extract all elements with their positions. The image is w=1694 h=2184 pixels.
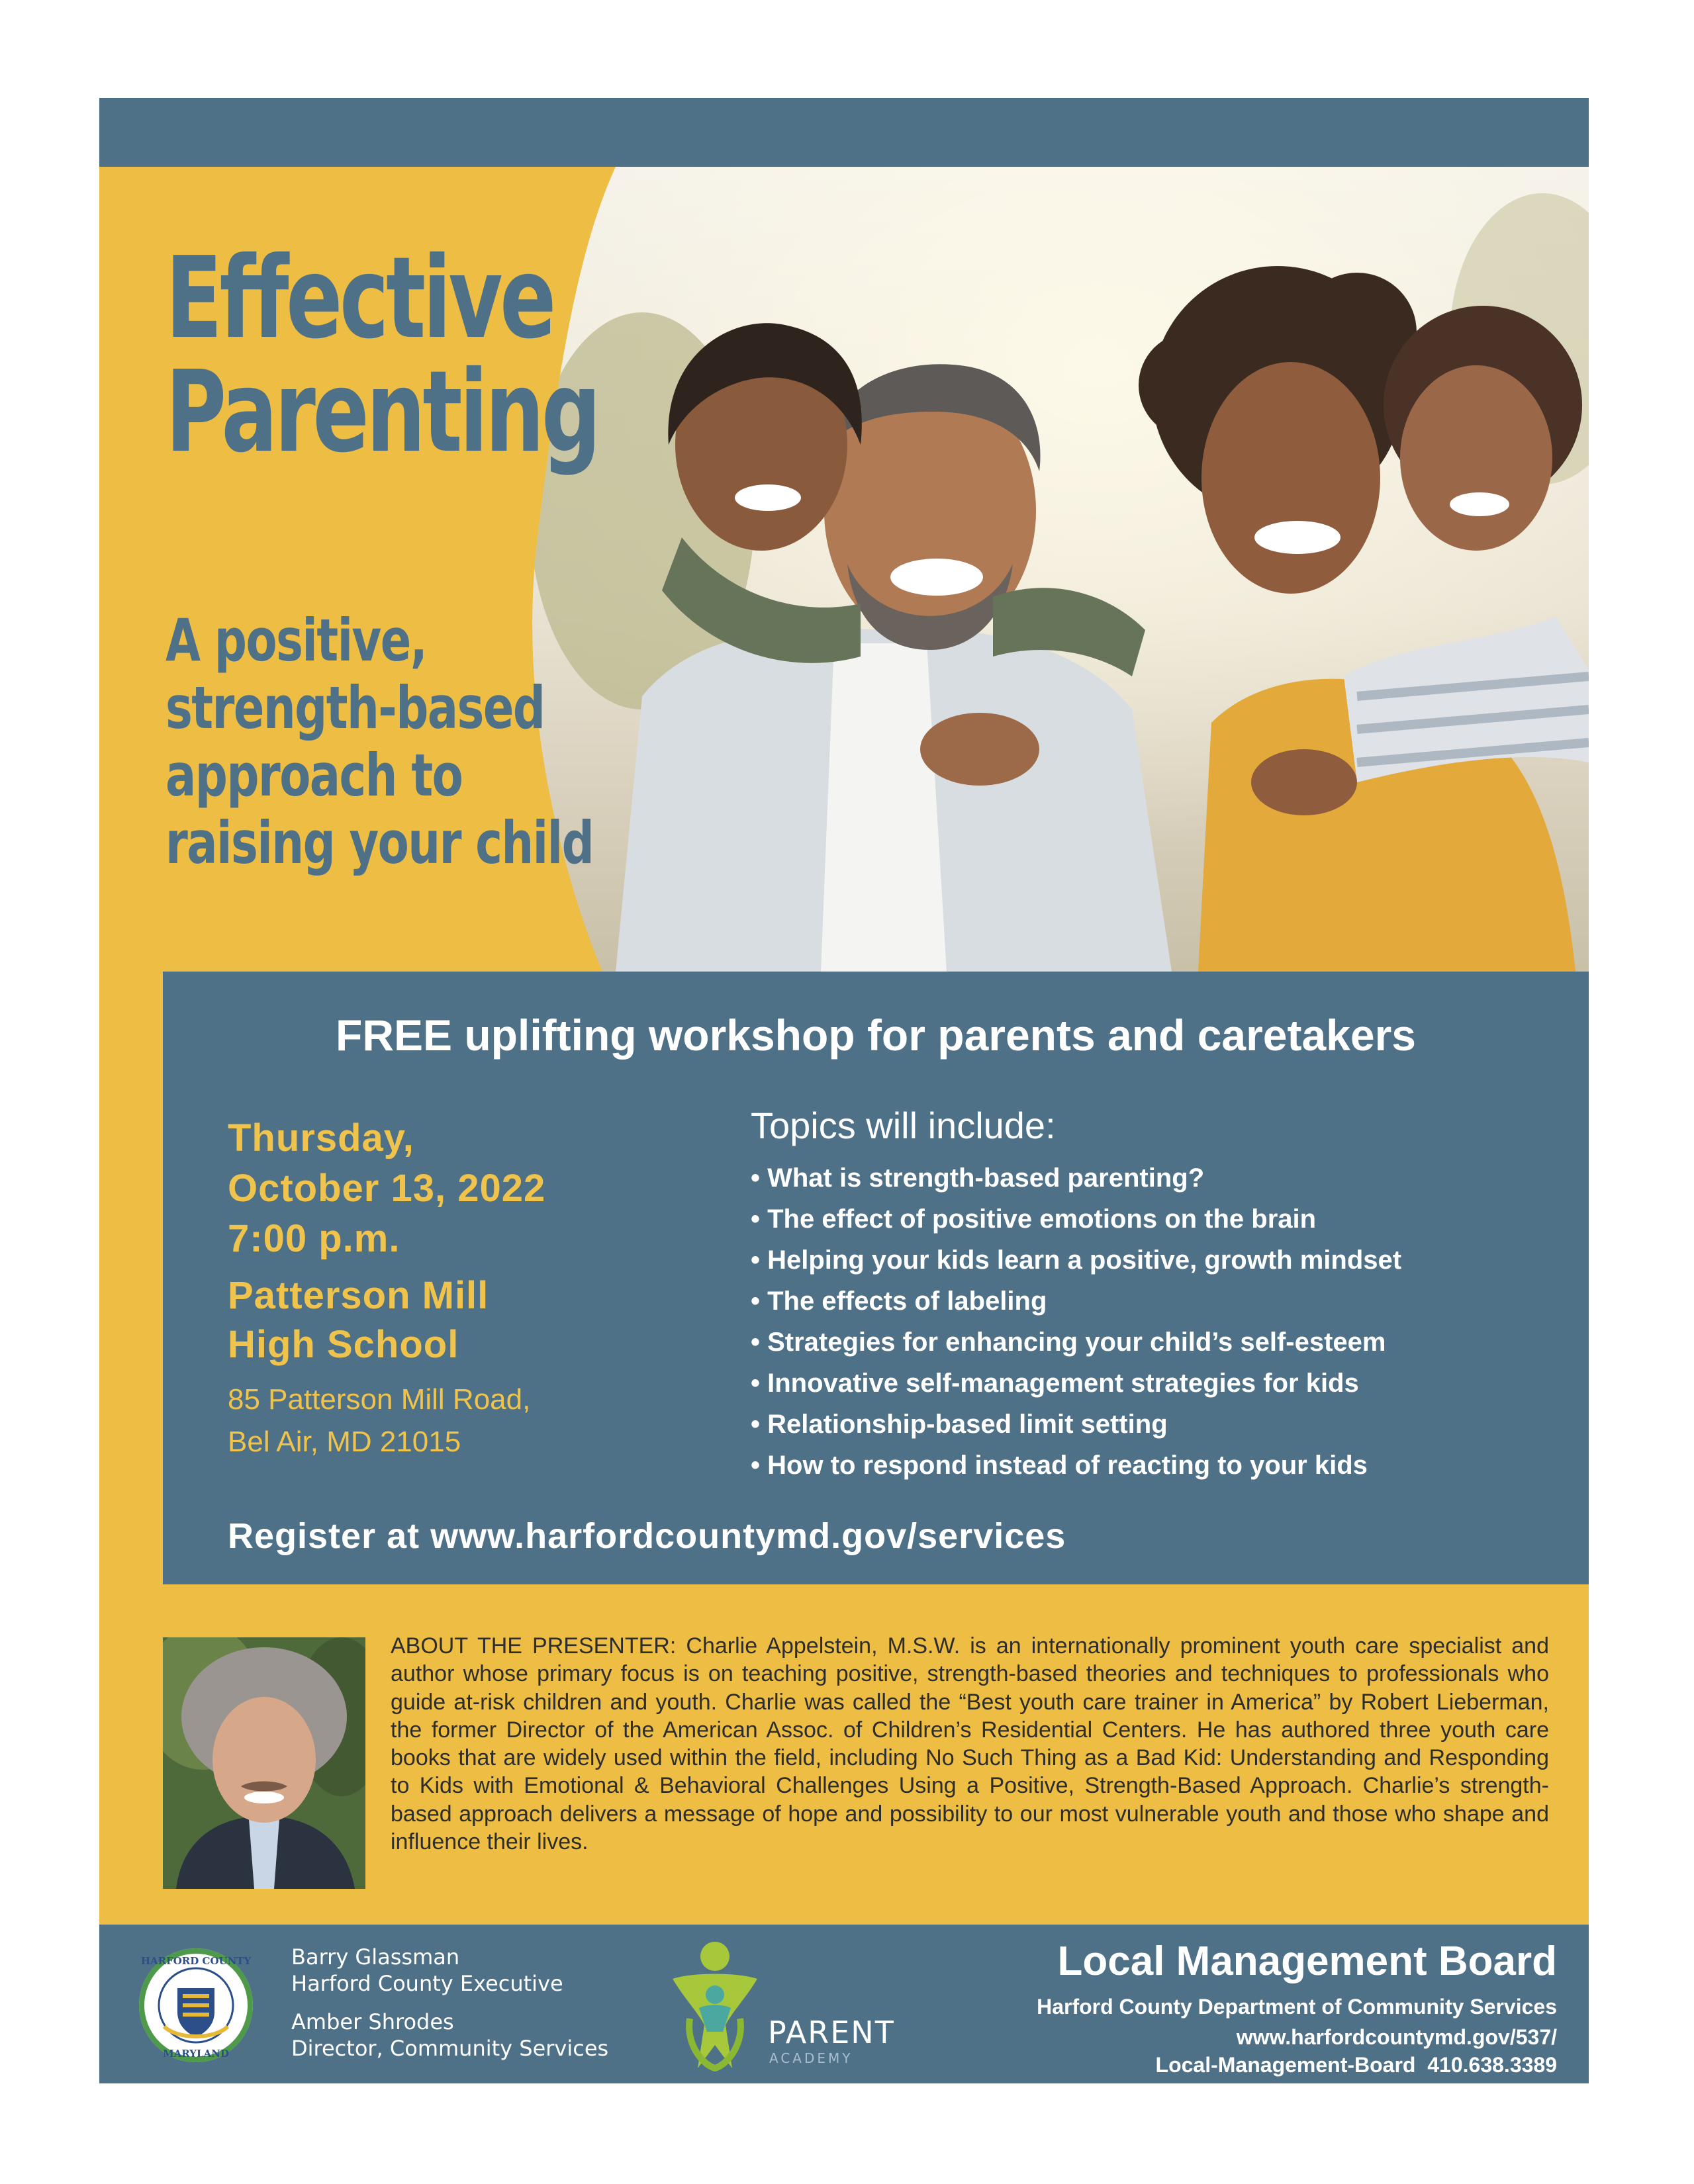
venue-line-1: Patterson Mill bbox=[228, 1274, 489, 1317]
seal-top-text: HARFORD COUNTY bbox=[140, 1955, 252, 1967]
address-line-2: Bel Air, MD 21015 bbox=[228, 1426, 461, 1458]
topic-item: • The effect of positive emotions on the brain bbox=[751, 1205, 1317, 1234]
topic-item: • Helping your kids learn a positive, growth mindset bbox=[751, 1246, 1402, 1275]
department-name: Harford County Department of Community Services bbox=[1037, 1995, 1557, 2019]
topic-item: • Strategies for enhancing your child’s self-esteem bbox=[751, 1328, 1386, 1357]
event-day: Thursday, bbox=[228, 1116, 414, 1160]
board-title: Local Management Board bbox=[1057, 1938, 1557, 1984]
board-url-line-1[interactable]: www.harfordcountymd.gov/537/ bbox=[1236, 2025, 1557, 2049]
subtitle-line-4: raising your child bbox=[165, 809, 594, 877]
venue-line-2: High School bbox=[228, 1323, 459, 1366]
seal-bottom-text: MARYLAND bbox=[163, 2048, 229, 2060]
topic-item: • Innovative self-management strategies for kids bbox=[751, 1369, 1359, 1398]
topics-heading: Topics will include: bbox=[751, 1105, 1056, 1146]
flyer bbox=[99, 98, 1589, 2083]
topic-item: • Relationship-based limit setting bbox=[751, 1410, 1168, 1439]
board-url-line-2[interactable]: Local-Management-Board 410.638.3389 bbox=[1155, 2053, 1557, 2077]
logo-word-academy: ACADEMY bbox=[769, 2050, 853, 2066]
executive-title: Harford County Executive bbox=[291, 1971, 563, 1996]
director-title: Director, Community Services bbox=[291, 2036, 609, 2061]
parent-academy-logo-icon bbox=[666, 1939, 764, 2071]
event-date: October 13, 2022 bbox=[228, 1167, 546, 1210]
subtitle-line-3: approach to bbox=[165, 741, 463, 809]
topic-item: • The effects of labeling bbox=[751, 1287, 1047, 1316]
subtitle-line-1: A positive, bbox=[165, 606, 427, 674]
address-line-1: 85 Patterson Mill Road, bbox=[228, 1383, 531, 1416]
title-line-1: Effective bbox=[165, 233, 553, 364]
executive-name: Barry Glassman bbox=[291, 1944, 460, 1970]
county-seal-icon bbox=[138, 1947, 254, 2064]
presenter-photo bbox=[163, 1637, 365, 1889]
workshop-headline: FREE uplifting workshop for parents and caretakers bbox=[336, 1011, 1416, 1060]
topic-item: • How to respond instead of reacting to your kids bbox=[751, 1451, 1368, 1480]
topic-item: • What is strength-based parenting? bbox=[751, 1163, 1205, 1193]
logo-word-parent: PARENT bbox=[768, 2015, 895, 2050]
register-link[interactable]: Register at www.harfordcountymd.gov/services bbox=[228, 1516, 1066, 1556]
title-line-2: Parenting bbox=[165, 347, 598, 478]
footer bbox=[99, 1925, 1589, 2083]
workshop-panel bbox=[163, 972, 1589, 1584]
presenter-bio: ABOUT THE PRESENTER: Charlie Appelstein, M.S.W. is an internationally prominent youth care specialist and author whose primary focus is on teaching positive, strength-based theories and techniques to professionals who guide at-risk children and youth. Charlie was called the “Best youth care trainer in America” by Robert Lieberman, the former Director of the American Assoc. of Children’s Residential Centers. He has authored three youth care books that are widely used within the field, including No Such Thing as a Bad Kid: Understanding and Responding to Kids with Emotional & Behavioral Challenges Using a Positive, Strength-Based Approach. Charlie’s strength-based approach delivers a message of hope and possibility to our most vulnerable youth and those who shape and influence their lives. bbox=[391, 1633, 1549, 1855]
top-band bbox=[99, 98, 1589, 167]
event-time: 7:00 p.m. bbox=[228, 1217, 400, 1260]
subtitle-line-2: strength-based bbox=[165, 674, 545, 742]
director-name: Amber Shrodes bbox=[291, 2009, 454, 2034]
